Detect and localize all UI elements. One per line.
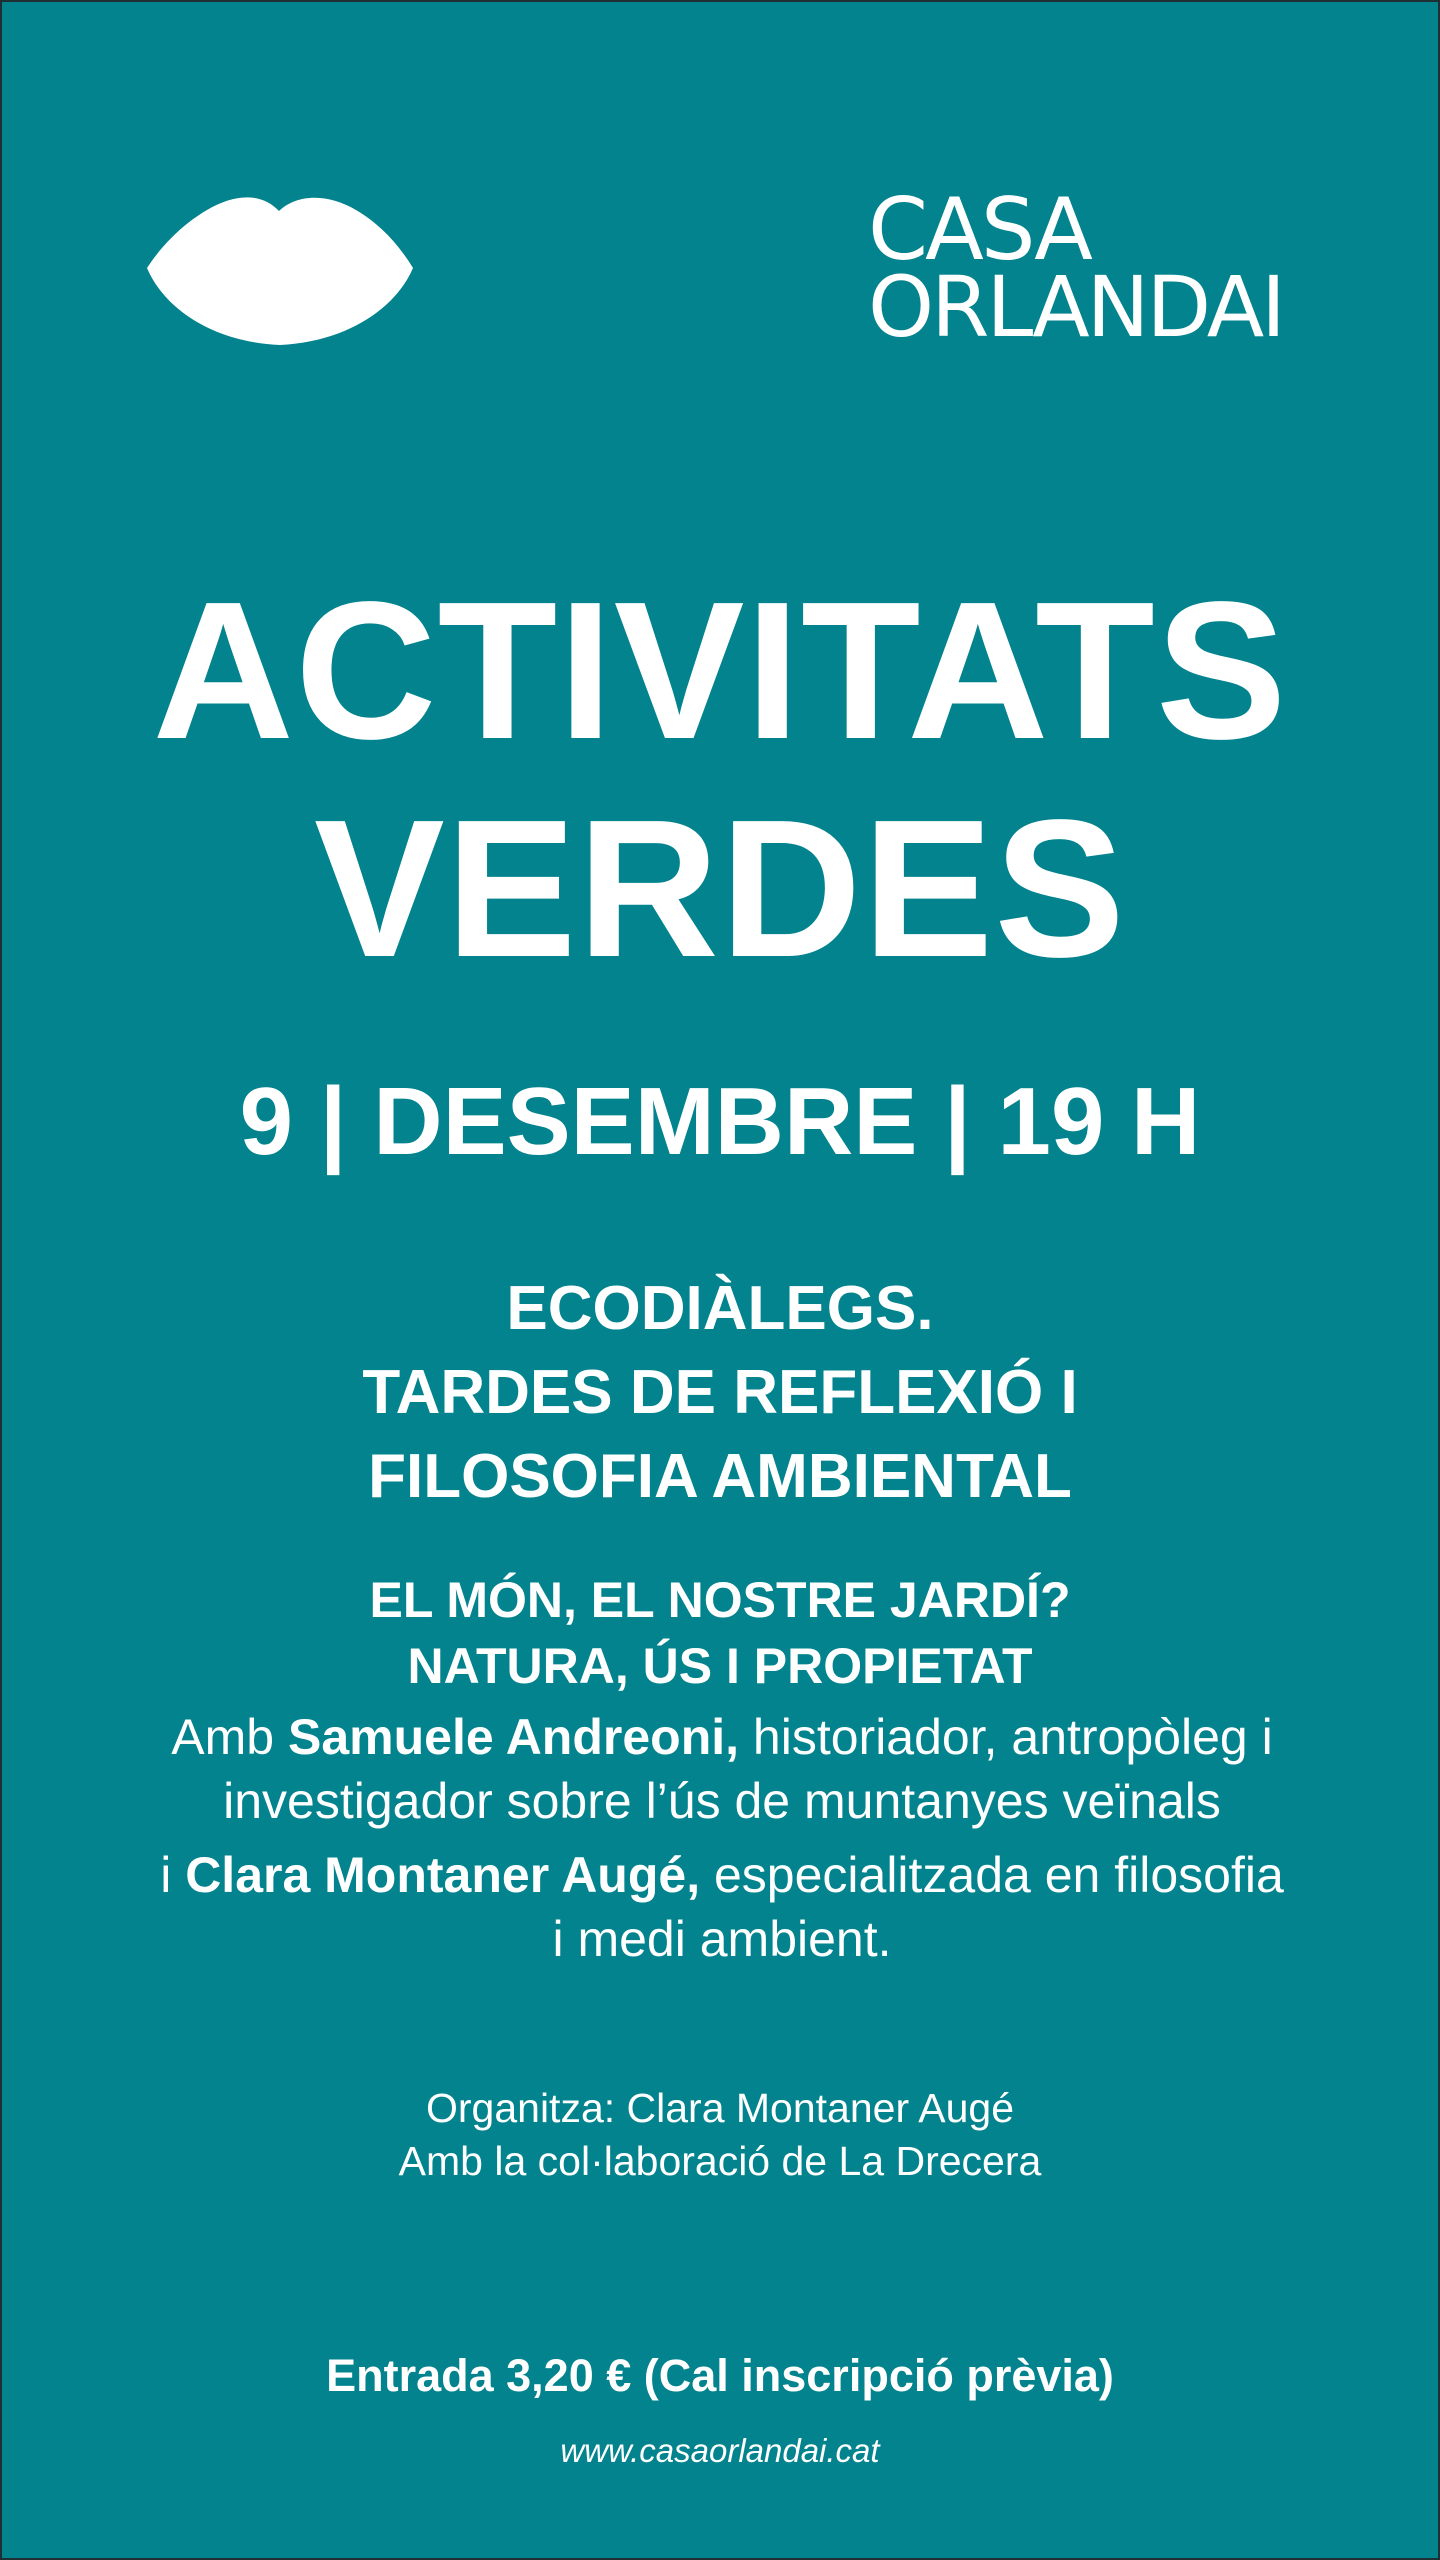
- talk-title: [2, 1567, 1438, 1699]
- poster-title: [2, 562, 1438, 998]
- speaker-description: especialitzada en filosofia i medi ambient.: [552, 1847, 1284, 1967]
- speakers-description: [152, 1705, 1292, 1971]
- speaker-description: historiador, antropòleg i investigador sobre l’ús de muntanyes veïnals: [223, 1709, 1273, 1829]
- series-line-3: FILOSOFIA AMBIENTAL: [368, 1442, 1072, 1511]
- entry-price: Entrada 3,20 € (Cal inscripció prèvia): [326, 2350, 1114, 2401]
- title-line-verdes: VERDES: [313, 779, 1126, 998]
- brand-line-casa: CASA: [868, 180, 1090, 280]
- casa-orlandai-logo: [868, 180, 1308, 356]
- collaboration-line: Amb la col·laboració de La Drecera: [398, 2138, 1042, 2184]
- title-line-activitats: ACTIVITATS: [152, 561, 1288, 780]
- website-url: www.casaorlandai.cat: [560, 2432, 880, 2469]
- lips-icon: [145, 187, 415, 349]
- talk-title-line-2: NATURA, ÚS I PROPIETAT: [407, 1638, 1033, 1694]
- series-line-2: TARDES DE REFLEXIÓ I: [362, 1358, 1078, 1427]
- speaker-paragraph: [152, 1843, 1292, 1971]
- speaker-prefix: Amb: [171, 1709, 288, 1765]
- talk-title-line-1: EL MÓN, EL NOSTRE JARDÍ?: [369, 1572, 1071, 1628]
- organizers: [2, 2082, 1438, 2188]
- event-date-time: 9 | DESEMBRE | 19 H: [239, 1068, 1201, 1175]
- speaker-paragraph: [152, 1705, 1292, 1833]
- speaker-prefix: i: [160, 1847, 186, 1903]
- speaker-name: Samuele Andreoni,: [288, 1709, 740, 1765]
- speaker-name: Clara Montaner Augé,: [185, 1847, 701, 1903]
- event-series: [2, 1267, 1438, 1519]
- organizer-line: Organitza: Clara Montaner Augé: [426, 2085, 1014, 2131]
- series-line-1: ECODIÀLEGS.: [506, 1274, 934, 1343]
- brand-line-orlandai: ORLANDAI: [868, 257, 1283, 356]
